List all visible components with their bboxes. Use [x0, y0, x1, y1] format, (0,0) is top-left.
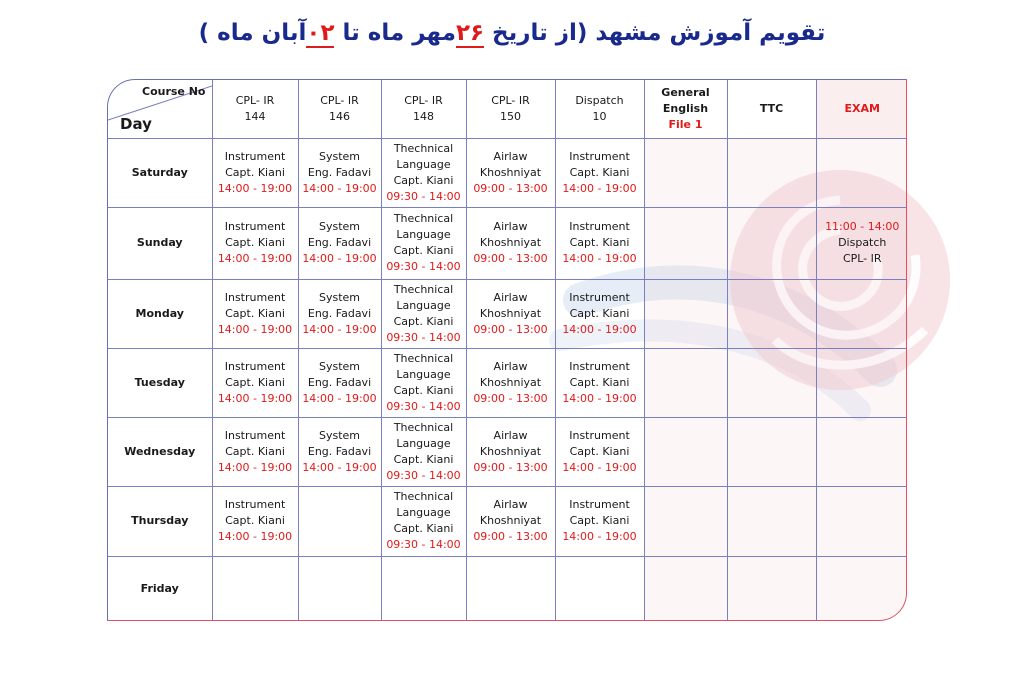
class-subject: Instrument: [224, 428, 286, 442]
schedule-cell: [816, 348, 907, 417]
schedule-cell: [466, 556, 555, 621]
class-time: 14:00 - 19:00: [217, 391, 293, 405]
class-subject: Instrument: [569, 498, 630, 511]
schedule-cell: [644, 138, 727, 207]
class-line: Eng. Fadavi: [307, 375, 372, 389]
schedule-cell: [381, 138, 466, 207]
class-time: 09:00 - 13:00: [473, 391, 548, 405]
schedule-cell: [298, 348, 381, 417]
class-subject: System: [318, 149, 361, 163]
title-date-to: ۰۲: [306, 20, 335, 46]
class-time: 09:30 - 14:00: [386, 260, 461, 273]
schedule-cell: [644, 556, 727, 621]
class-subject: Instrument: [569, 149, 630, 163]
class-subject: Instrument: [569, 290, 630, 304]
day-cell: Friday: [108, 556, 212, 621]
column-header-dispatch-10: Dispatch 10: [555, 80, 644, 138]
class-time: 09:00 - 13:00: [473, 460, 548, 474]
class-instructor: Capt. Kiani: [393, 452, 454, 466]
corner-cell: [108, 80, 212, 138]
header-row: [108, 80, 907, 138]
class-line: Khoshniyat: [479, 375, 542, 389]
class-line: Capt. Kiani: [569, 444, 630, 458]
class-subject: Thechnical: [393, 141, 454, 155]
class-subject: Thechnical: [393, 282, 454, 296]
class-line: Language: [396, 157, 451, 171]
class-line: Eng. Fadavi: [307, 236, 372, 249]
class-subject: Airlaw: [493, 290, 528, 304]
class-line: Language: [396, 436, 451, 450]
class-subject: Airlaw: [493, 498, 528, 511]
class-time: 09:30 - 14:00: [386, 330, 461, 344]
class-line: Language: [396, 506, 451, 519]
class-line: Khoshniyat: [479, 165, 542, 179]
schedule-cell: [466, 207, 555, 279]
class-time: 14:00 - 19:00: [217, 322, 293, 336]
class-line: Capt. Kiani: [225, 444, 285, 458]
class-line: Eng. Fadavi: [307, 306, 372, 320]
schedule-cell: [555, 279, 644, 348]
column-header-ttc: TTC: [727, 80, 816, 138]
schedule-cell: [644, 417, 727, 486]
day-cell: Tuesday: [108, 348, 212, 417]
class-instructor: Capt. Kiani: [393, 383, 454, 397]
class-subject: Airlaw: [493, 220, 528, 233]
class-time: 09:00 - 13:00: [473, 322, 548, 336]
schedule-cell: [727, 279, 816, 348]
class-subject: Airlaw: [493, 359, 528, 373]
class-line: Khoshniyat: [479, 514, 542, 527]
schedule-cell: [816, 138, 907, 207]
class-time: 09:30 - 14:00: [386, 399, 461, 413]
class-time: 14:00 - 19:00: [217, 530, 293, 543]
class-time: 14:00 - 19:00: [217, 460, 293, 474]
class-time: 14:00 - 19:00: [562, 322, 637, 336]
class-time: 14:00 - 19:00: [302, 460, 377, 474]
class-line: Capt. Kiani: [225, 306, 285, 320]
schedule-cell: [555, 417, 644, 486]
table-row: [108, 486, 907, 556]
schedule-cell: [212, 556, 298, 621]
schedule-cell: [381, 207, 466, 279]
schedule-cell: [466, 138, 555, 207]
day-cell: Wednesday: [108, 417, 212, 486]
class-subject: Dispatch: [838, 236, 887, 249]
class-instructor: Capt. Kiani: [393, 173, 454, 187]
class-subject: Instrument: [224, 498, 286, 511]
day-cell: Monday: [108, 279, 212, 348]
schedule-cell: [727, 348, 816, 417]
class-subject: Thechnical: [393, 490, 454, 503]
class-time: 09:00 - 13:00: [473, 530, 548, 543]
class-subject: Airlaw: [493, 149, 528, 163]
class-subject: Airlaw: [493, 428, 528, 442]
class-instructor: Capt. Kiani: [393, 244, 454, 257]
class-line: Capt. Kiani: [569, 306, 630, 320]
class-line: Capt. Kiani: [225, 375, 285, 389]
class-time: 14:00 - 19:00: [302, 252, 377, 265]
schedule-cell: [381, 486, 466, 556]
class-subject: System: [318, 428, 361, 442]
class-instructor: Capt. Kiani: [393, 522, 454, 535]
class-line: Capt. Kiani: [569, 236, 630, 249]
schedule-cell: [381, 556, 466, 621]
class-subject: Thechnical: [393, 212, 454, 225]
schedule-cell: [644, 486, 727, 556]
class-line: Language: [396, 298, 451, 312]
column-header-cpl-148: CPL- IR 148: [381, 80, 466, 138]
schedule-cell: [816, 417, 907, 486]
class-line: Capt. Kiani: [225, 514, 285, 527]
class-time: 14:00 - 19:00: [302, 322, 377, 336]
class-time: 11:00 - 14:00: [825, 220, 900, 233]
class-subject: Thechnical: [393, 420, 454, 434]
class-subject: Instrument: [224, 149, 286, 163]
class-subject: Instrument: [569, 220, 630, 233]
schedule-cell: [212, 207, 298, 279]
schedule-cell: [727, 486, 816, 556]
class-line: Eng. Fadavi: [307, 444, 372, 458]
schedule-cell: [466, 279, 555, 348]
table-row: [108, 279, 907, 348]
class-time: 09:30 - 14:00: [386, 538, 461, 551]
title-part-3: آبان ماه ): [198, 20, 307, 46]
schedule-cell: [816, 486, 907, 556]
table-row: [108, 207, 907, 279]
class-line: Capt. Kiani: [569, 165, 630, 179]
schedule-cell: [727, 556, 816, 621]
schedule-cell: [644, 279, 727, 348]
schedule-cell: [298, 417, 381, 486]
class-line: Capt. Kiani: [569, 375, 630, 389]
class-line: Capt. Kiani: [569, 514, 630, 527]
schedule-cell: [466, 486, 555, 556]
column-header-cpl-144: CPL- IR 144: [212, 80, 298, 138]
schedule-cell: [466, 417, 555, 486]
course-no-label: Course No: [142, 85, 206, 98]
table-row: [108, 138, 907, 207]
schedule-cell: [298, 279, 381, 348]
class-time: 14:00 - 19:00: [562, 181, 637, 195]
class-time: 14:00 - 19:00: [562, 391, 637, 405]
title-part-2: مهر ماه تا: [334, 20, 456, 46]
schedule-cell: [381, 279, 466, 348]
class-subject: Instrument: [224, 359, 286, 373]
class-line: Khoshniyat: [479, 236, 542, 249]
class-subject: System: [318, 220, 361, 233]
day-cell: Thursday: [108, 486, 212, 556]
schedule-cell: [727, 138, 816, 207]
schedule-cell: [212, 138, 298, 207]
class-subject: Instrument: [224, 220, 286, 233]
class-subject: Instrument: [569, 428, 630, 442]
class-time: 09:30 - 14:00: [386, 189, 461, 203]
column-header-exam: EXAM: [816, 80, 907, 138]
schedule-cell: [555, 348, 644, 417]
schedule-cell: [212, 486, 298, 556]
schedule-cell: [466, 348, 555, 417]
schedule-cell: [298, 138, 381, 207]
schedule-cell: [555, 207, 644, 279]
schedule-cell: [298, 207, 381, 279]
class-line: Eng. Fadavi: [307, 165, 372, 179]
class-line: Capt. Kiani: [225, 236, 285, 249]
class-subject: Instrument: [569, 359, 630, 373]
class-time: 14:00 - 19:00: [302, 181, 377, 195]
class-line: Khoshniyat: [479, 306, 542, 320]
class-time: 14:00 - 19:00: [562, 252, 637, 265]
table-row: [108, 417, 907, 486]
day-cell: Sunday: [108, 207, 212, 279]
schedule-table: [108, 80, 907, 621]
schedule-cell: [816, 207, 907, 279]
day-cell: Saturday: [108, 138, 212, 207]
column-header-general-english: General English File 1: [644, 80, 727, 138]
schedule-cell: [644, 348, 727, 417]
class-time: 14:00 - 19:00: [562, 530, 637, 543]
class-time: 09:30 - 14:00: [386, 468, 461, 482]
schedule-cell: [381, 348, 466, 417]
class-subject: System: [318, 290, 361, 304]
schedule-cell: [212, 348, 298, 417]
schedule-cell: [816, 279, 907, 348]
column-header-cpl-146: CPL- IR 146: [298, 80, 381, 138]
table-row: [108, 556, 907, 621]
schedule-cell: [644, 207, 727, 279]
class-subject: Instrument: [224, 290, 286, 304]
class-line: Capt. Kiani: [225, 165, 285, 179]
title-date-from: ۲۶: [455, 20, 485, 46]
class-subject: System: [318, 359, 361, 373]
class-instructor: Capt. Kiani: [393, 314, 454, 328]
schedule-cell: [555, 556, 644, 621]
schedule-cell: [212, 417, 298, 486]
table-row: [108, 348, 907, 417]
class-line: Language: [396, 367, 451, 381]
class-subject: Thechnical: [393, 351, 454, 365]
class-time: 09:00 - 13:00: [473, 181, 548, 195]
class-time: 14:00 - 19:00: [302, 391, 377, 405]
schedule-frame: [107, 79, 907, 621]
schedule-cell: [555, 138, 644, 207]
schedule-cell: [381, 417, 466, 486]
page-title: [0, 20, 1024, 46]
class-time: 14:00 - 19:00: [217, 181, 293, 195]
class-line: Khoshniyat: [479, 444, 542, 458]
title-part-1: تقویم آموزش مشهد (از تاریخ: [484, 20, 826, 46]
class-line: Language: [396, 228, 451, 241]
schedule-cell: [298, 486, 381, 556]
schedule-cell: [816, 556, 907, 621]
schedule-cell: [298, 556, 381, 621]
schedule-cell: [555, 486, 644, 556]
schedule-cell: [212, 279, 298, 348]
class-time: 14:00 - 19:00: [217, 252, 293, 265]
schedule-cell: [727, 207, 816, 279]
class-time: 09:00 - 13:00: [473, 252, 548, 265]
schedule-cell: [727, 417, 816, 486]
class-time: 14:00 - 19:00: [562, 460, 637, 474]
day-label: Day: [120, 114, 152, 133]
column-header-cpl-150: CPL- IR 150: [466, 80, 555, 138]
class-line: CPL- IR: [842, 252, 882, 265]
